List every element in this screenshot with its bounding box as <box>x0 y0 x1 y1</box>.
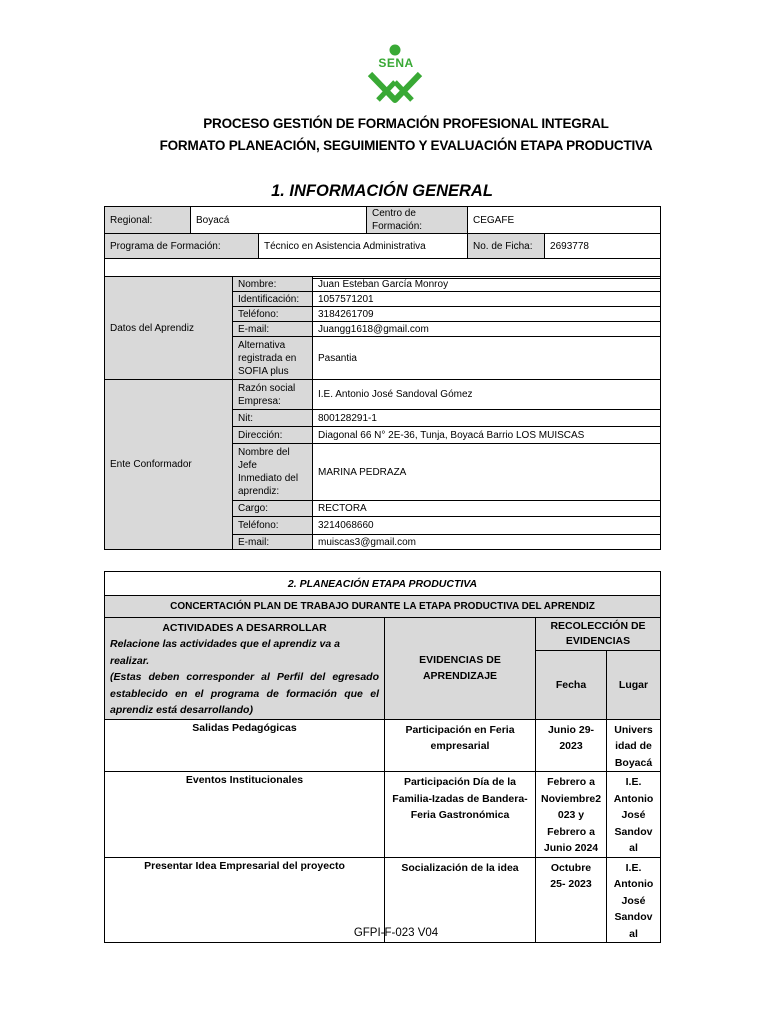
email-aprendiz-value: Juangg1618@gmail.com <box>313 322 661 337</box>
actividad-cell: Salidas Pedagógicas <box>105 719 385 772</box>
centro-label: Centro de Formación: <box>367 207 468 234</box>
section2-title: 2. PLANEACIÓN ETAPA PRODUCTIVA <box>105 572 661 596</box>
ficha-label: No. de Ficha: <box>468 234 545 259</box>
lugar-cell: I.E. Antonio José Sandov al <box>607 857 661 943</box>
evidencia-cell: Socialización de la idea <box>385 857 536 943</box>
jefe-label: Nombre del Jefe Inmediato del aprendiz: <box>233 444 313 501</box>
nombre-label: Nombre: <box>233 277 313 292</box>
telefono-aprendiz-label: Teléfono: <box>233 307 313 322</box>
table-row <box>105 719 661 772</box>
ente-label: Ente Conformador <box>105 380 233 550</box>
nit-value: 800128291-1 <box>313 410 661 427</box>
fecha-header: Fecha <box>536 651 607 719</box>
razon-social-value: I.E. Antonio José Sandoval Gómez <box>313 380 661 410</box>
ficha-value: 2693778 <box>545 234 661 259</box>
programa-label: Programa de Formación: <box>105 234 259 259</box>
actividad-cell: Presentar Idea Empresarial del proyecto <box>105 857 385 943</box>
plan-table <box>104 571 661 943</box>
aprendiz-label: Datos del Aprendiz <box>105 277 233 380</box>
razon-social-label: Razón social Empresa: <box>233 380 313 410</box>
programa-value: Técnico en Asistencia Administrativa <box>259 234 468 259</box>
email-ente-label: E-mail: <box>233 535 313 550</box>
actividades-header: ACTIVIDADES A DESARROLLAR Relacione las actividades que el aprendiz va a realizar. (Estas deben corresponder al Perfil del egresado establecido en el programa de formación que el aprendiz está desarrollando) <box>105 618 385 720</box>
nombre-value: Juan Esteban García Monroy <box>313 277 661 292</box>
actividad-cell: Eventos Institucionales <box>105 772 385 858</box>
fecha-cell: Octubre 25- 2023 <box>536 857 607 943</box>
telefono-ente-value: 3214068660 <box>313 517 661 535</box>
header-line-1: PROCESO GESTIÓN DE FORMACIÓN PROFESIONAL INTEGRAL <box>203 116 609 131</box>
centro-value: CEGAFE <box>468 207 661 234</box>
regional-label: Regional: <box>105 207 191 234</box>
section2-subtitle: CONCERTACIÓN PLAN DE TRABAJO DURANTE LA ETAPA PRODUCTIVA DEL APRENDIZ <box>105 596 661 618</box>
jefe-value: MARINA PEDRAZA <box>313 444 661 501</box>
cargo-label: Cargo: <box>233 501 313 517</box>
telefono-ente-label: Teléfono: <box>233 517 313 535</box>
alternativa-label: Alternativa registrada en SOFIA plus <box>233 337 313 380</box>
direccion-label: Dirección: <box>233 427 313 444</box>
identificacion-value: 1057571201 <box>313 292 661 307</box>
info-detail-table <box>104 276 661 550</box>
alternativa-value: Pasantia <box>313 337 661 380</box>
lugar-cell: Univers idad de Boyacá <box>607 719 661 772</box>
telefono-aprendiz-value: 3184261709 <box>313 307 661 322</box>
cargo-value: RECTORA <box>313 501 661 517</box>
email-aprendiz-label: E-mail: <box>233 322 313 337</box>
info-top-table <box>104 206 661 279</box>
lugar-header: Lugar <box>607 651 661 719</box>
fecha-cell: Junio 29- 2023 <box>536 719 607 772</box>
direccion-value: Diagonal 66 N° 2E-36, Tunja, Boyacá Barrio LOS MUISCAS <box>313 427 661 444</box>
identificacion-label: Identificación: <box>233 292 313 307</box>
evidencias-header: EVIDENCIAS DE APRENDIZAJE <box>385 618 536 720</box>
nit-label: Nit: <box>233 410 313 427</box>
evidencia-cell: Participación en Feria empresarial <box>385 719 536 772</box>
lugar-cell: I.E. Antonio José Sandov al <box>607 772 661 858</box>
sena-logo-icon <box>364 44 426 106</box>
section1-title: 1. INFORMACIÓN GENERAL <box>271 182 493 200</box>
email-ente-value: muiscas3@gmail.com <box>313 535 661 550</box>
logo-text: SENA <box>378 56 414 70</box>
evidencia-cell: Participación Día de la Familia-Izadas de Bandera- Feria Gastronómica <box>385 772 536 858</box>
regional-value: Boyacá <box>191 207 367 234</box>
footer-code: GFPI-F-023 V04 <box>353 927 439 939</box>
fecha-cell: Febrero a Noviembre2 023 y Febrero a Junio 2024 <box>536 772 607 858</box>
recoleccion-header: RECOLECCIÓN DE EVIDENCIAS <box>536 618 661 651</box>
table-row <box>105 772 661 858</box>
header-line-2: FORMATO PLANEACIÓN, SEGUIMIENTO Y EVALUACIÓN ETAPA PRODUCTIVA <box>159 138 653 153</box>
